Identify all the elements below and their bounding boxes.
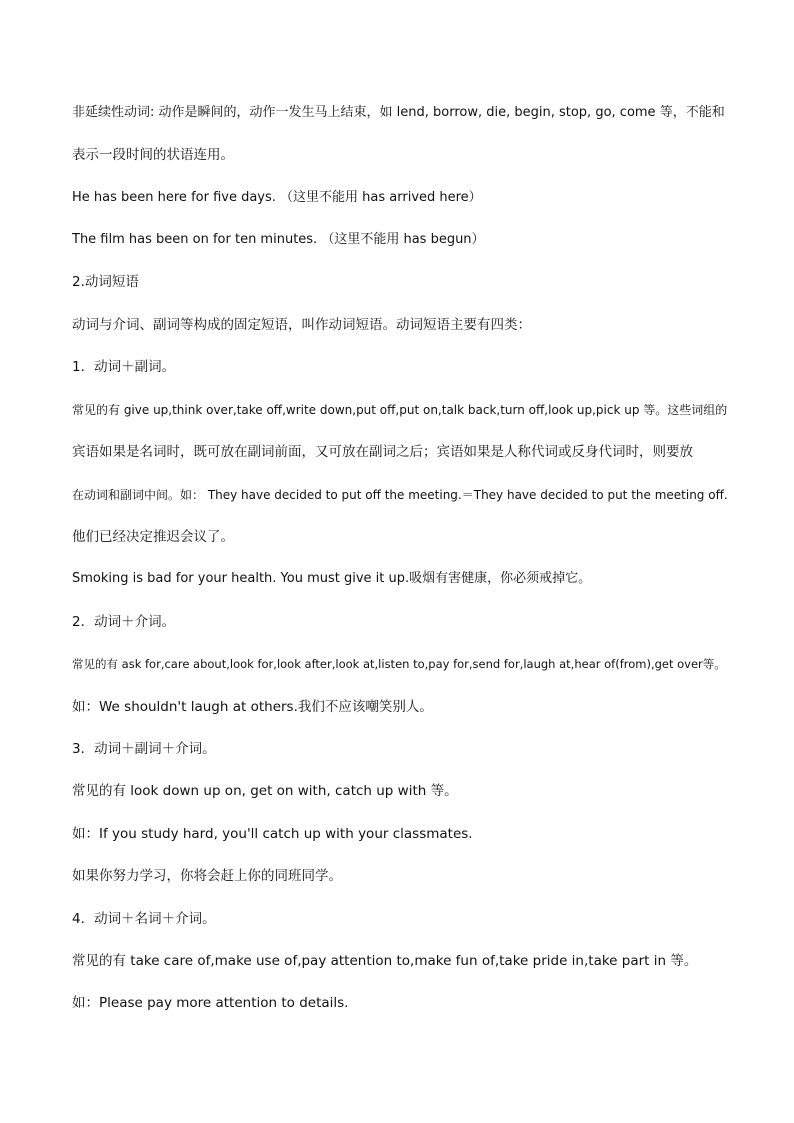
paragraph-line: 常见的有 ask for,care about,look for,look after,look at,listen to,pay for,send for,laugh at,hear of(from),get over等。: [72, 657, 726, 671]
subsection-heading: 1．动词＋副词。: [72, 359, 176, 375]
paragraph-line: 动词与介词、副词等构成的固定短语，叫作动词短语。动词短语主要有四类：: [72, 317, 531, 333]
paragraph-line: 常见的有 take care of,make use of,pay attention to,make fun of,take pride in,take part in 等。: [72, 953, 698, 969]
paragraph-line: 如果你努力学习，你将会赶上你的同班同学。: [72, 868, 342, 884]
paragraph-line: 常见的有 look down up on, get on with, catch up with 等。: [72, 783, 458, 799]
paragraph-line: 表示一段时间的状语连用。: [72, 147, 234, 163]
section-heading: 2.动词短语: [72, 274, 139, 290]
example-sentence: The film has been on for ten minutes. （这里不能用 has begun）: [72, 232, 485, 247]
subsection-heading: 2．动词＋介词。: [72, 614, 176, 630]
example-sentence: Smoking is bad for your health. You must give it up.吸烟有害健康，你必须戒掉它。: [72, 571, 592, 586]
paragraph-line: 他们已经决定推迟会议了。: [72, 529, 234, 545]
paragraph-line: 非延续性动词: 动作是瞬间的，动作一发生马上结束，如 lend, borrow, die, begin, stop, go, come 等，不能和: [72, 105, 725, 120]
subsection-heading: 4．动词＋名词＋介词。: [72, 911, 216, 927]
paragraph-line: 常见的有 give up,think over,take off,write down,put off,put on,talk back,turn off,look up,pick up 等。这些词组的: [72, 403, 728, 417]
subsection-heading: 3．动词＋副词＋介词。: [72, 741, 216, 757]
example-sentence: 如：We shouldn't laugh at others.我们不应该嘲笑别人。: [72, 699, 433, 715]
paragraph-line: 在动词和副词中间。如： They have decided to put off the meeting.＝They have decided to put the meeting off.: [72, 488, 728, 502]
example-sentence: He has been here for five days. （这里不能用 has arrived here）: [72, 190, 482, 205]
paragraph-line: 宾语如果是名词时，既可放在副词前面，又可放在副词之后；宾语如果是人称代词或反身代词时，则要放: [72, 444, 693, 460]
example-sentence: 如：If you study hard, you'll catch up with your classmates.: [72, 826, 473, 842]
example-sentence: 如：Please pay more attention to details.: [72, 995, 349, 1011]
